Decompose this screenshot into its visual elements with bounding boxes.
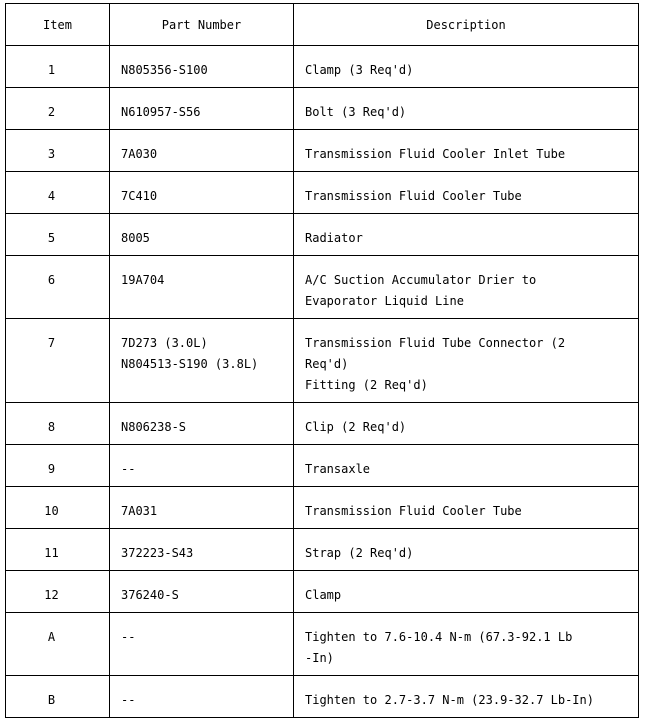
- cell-item: A: [6, 613, 110, 676]
- table-row: [6, 319, 639, 403]
- cell-description: [294, 214, 639, 256]
- description-line: Tighten to 2.7-3.7 N-m (23.9-32.7 Lb-In): [305, 693, 594, 707]
- table-body: [6, 46, 639, 718]
- description-line: A/C Suction Accumulator Drier to: [305, 273, 537, 287]
- cell-part-number: [110, 445, 294, 487]
- cell-part-number: [110, 571, 294, 613]
- table-row: [6, 571, 639, 613]
- cell-description: [294, 529, 639, 571]
- cell-description: [294, 676, 639, 718]
- table-row: [6, 256, 639, 319]
- part-number-line: --: [121, 630, 136, 644]
- cell-description: [294, 445, 639, 487]
- description-line: Transmission Fluid Tube Connector (2: [305, 336, 566, 350]
- description-line: Transmission Fluid Cooler Inlet Tube: [305, 147, 566, 161]
- cell-part-number: [110, 319, 294, 403]
- cell-item: 4: [6, 172, 110, 214]
- cell-part-number: [110, 487, 294, 529]
- cell-description: [294, 319, 639, 403]
- cell-part-number: [110, 403, 294, 445]
- description-line: Transmission Fluid Cooler Tube: [305, 504, 522, 518]
- part-number-line: 7C410: [121, 189, 158, 203]
- cell-description: [294, 613, 639, 676]
- part-number-line: 7A031: [121, 504, 158, 518]
- cell-part-number: [110, 130, 294, 172]
- cell-item: 8: [6, 403, 110, 445]
- description-line: Radiator: [305, 231, 363, 245]
- cell-part-number: [110, 88, 294, 130]
- description-line: Strap (2 Req'd): [305, 546, 414, 560]
- header-part-number: Part Number: [110, 4, 294, 46]
- table-row: [6, 445, 639, 487]
- cell-description: [294, 487, 639, 529]
- cell-description: [294, 88, 639, 130]
- cell-part-number: [110, 172, 294, 214]
- cell-item: 10: [6, 487, 110, 529]
- cell-item: 12: [6, 571, 110, 613]
- table-row: [6, 529, 639, 571]
- cell-part-number: [110, 529, 294, 571]
- table-row: [6, 403, 639, 445]
- part-number-line: N610957-S56: [121, 105, 201, 119]
- cell-part-number: [110, 214, 294, 256]
- cell-description: [294, 256, 639, 319]
- cell-item: 9: [6, 445, 110, 487]
- part-number-line: N805356-S100: [121, 63, 208, 77]
- part-number-line: 372223-S43: [121, 546, 194, 560]
- cell-item: 7: [6, 319, 110, 403]
- description-line: Fitting (2 Req'd): [305, 378, 428, 392]
- table-row: [6, 172, 639, 214]
- part-number-line: N804513-S190 (3.8L): [121, 357, 259, 371]
- table-row: [6, 676, 639, 718]
- description-line: Tighten to 7.6-10.4 N-m (67.3-92.1 Lb: [305, 630, 573, 644]
- table-row: [6, 487, 639, 529]
- table-row: [6, 613, 639, 676]
- cell-part-number: [110, 676, 294, 718]
- cell-item: 1: [6, 46, 110, 88]
- cell-part-number: [110, 256, 294, 319]
- description-line: Req'd): [305, 357, 349, 371]
- cell-item: 5: [6, 214, 110, 256]
- cell-description: [294, 172, 639, 214]
- description-line: Bolt (3 Req'd): [305, 105, 407, 119]
- parts-table: [5, 3, 639, 718]
- table-row: [6, 88, 639, 130]
- table-row: [6, 46, 639, 88]
- description-line: Clamp: [305, 588, 342, 602]
- part-number-line: N806238-S: [121, 420, 187, 434]
- cell-description: [294, 571, 639, 613]
- part-number-line: 7A030: [121, 147, 158, 161]
- table-row: [6, 214, 639, 256]
- description-line: Clip (2 Req'd): [305, 420, 407, 434]
- cell-item: 2: [6, 88, 110, 130]
- description-line: Transmission Fluid Cooler Tube: [305, 189, 522, 203]
- cell-item: 11: [6, 529, 110, 571]
- part-number-line: 19A704: [121, 273, 165, 287]
- part-number-line: --: [121, 693, 136, 707]
- cell-part-number: [110, 46, 294, 88]
- description-line: Evaporator Liquid Line: [305, 294, 464, 308]
- description-line: Transaxle: [305, 462, 371, 476]
- cell-part-number: [110, 613, 294, 676]
- description-line: Clamp (3 Req'd): [305, 63, 414, 77]
- part-number-line: 8005: [121, 231, 150, 245]
- header-item: Item: [6, 4, 110, 46]
- description-line: -In): [305, 651, 334, 665]
- cell-description: [294, 403, 639, 445]
- table-row: [6, 130, 639, 172]
- part-number-line: 376240-S: [121, 588, 179, 602]
- cell-item: B: [6, 676, 110, 718]
- table-header-row: [6, 4, 639, 46]
- cell-item: 3: [6, 130, 110, 172]
- cell-item: 6: [6, 256, 110, 319]
- part-number-line: --: [121, 462, 136, 476]
- header-description: Description: [294, 4, 639, 46]
- part-number-line: 7D273 (3.0L): [121, 336, 208, 350]
- cell-description: [294, 46, 639, 88]
- cell-description: [294, 130, 639, 172]
